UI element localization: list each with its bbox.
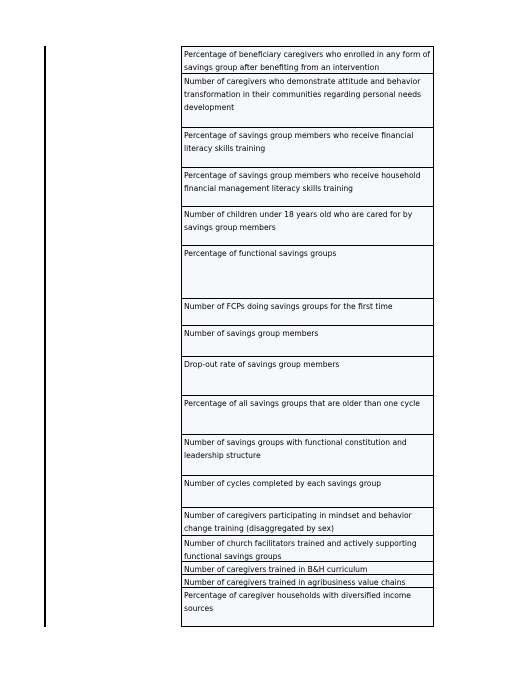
- indicator-row-12: Number of cycles completed by each savings group: [181, 475, 434, 507]
- indicator-row-15: Number of caregivers trained in B&H curriculum: [181, 561, 434, 574]
- indicator-row-3: Percentage of savings group members who receive financial literacy skills training: [181, 127, 434, 167]
- indicator-row-16: Number of caregivers trained in agribusiness value chains: [181, 574, 434, 587]
- indicator-row-17: Percentage of caregiver households with diversified income sources: [181, 587, 434, 627]
- indicator-row-8: Number of savings group members: [181, 325, 434, 356]
- indicator-row-14: Number of church facilitators trained and actively supporting functional savings groups: [181, 535, 434, 561]
- indicator-row-2: Number of caregivers who demonstrate attitude and behavior transformation in their communities regarding personal needs development: [181, 73, 434, 127]
- indicator-table: [44, 46, 435, 627]
- indicator-row-1: Percentage of beneficiary caregivers who enrolled in any form of savings group after benefiting from an intervention: [181, 46, 434, 73]
- indicator-row-7: Number of FCPs doing savings groups for the first time: [181, 298, 434, 325]
- indicator-row-6: Percentage of functional savings groups: [181, 245, 434, 298]
- indicator-row-5: Number of children under 18 years old who are cared for by savings group members: [181, 206, 434, 245]
- indicator-row-9: Drop-out rate of savings group members: [181, 356, 434, 395]
- indicator-row-13: Number of caregivers participating in mindset and behavior change training (disaggregated by sex): [181, 507, 434, 535]
- empty-left-column: [46, 46, 181, 627]
- indicator-row-11: Number of savings groups with functional constitution and leadership structure: [181, 434, 434, 475]
- indicator-row-10: Percentage of all savings groups that are older than one cycle: [181, 395, 434, 434]
- indicator-row-4: Percentage of savings group members who receive household financial management literacy skills training: [181, 167, 434, 206]
